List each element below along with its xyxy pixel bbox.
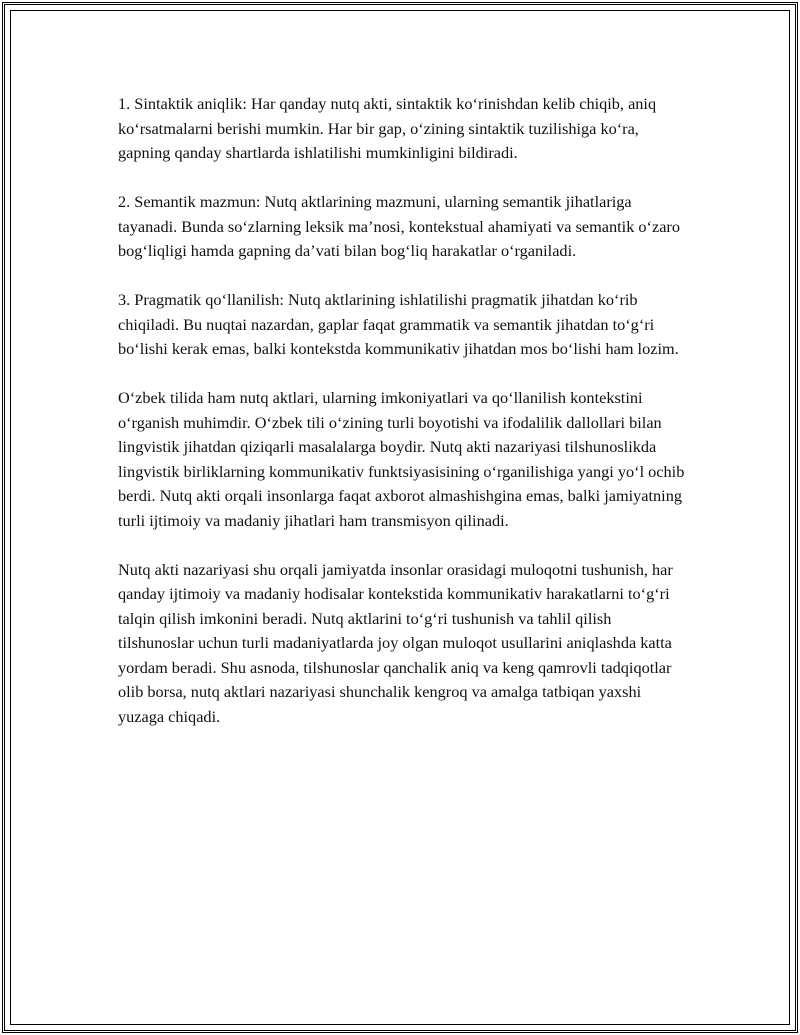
paragraph-syntactic-accuracy: 1. Sintaktik aniqlik: Har qanday nutq akti, sintaktik koʻrinishdan kelib chiqib, aniq koʻrsatmalarni berishi mumkin. Har bir gap, oʻzining sintaktik tuzilishiga koʻra, gapning qanday shartlarda ishlatilishi mumkinligini bildiradi. — [118, 94, 657, 162]
paragraph-pragmatic-usage: 3. Pragmatik qoʻllanilish: Nutq aktlarining ishlatilishi pragmatik jihatdan koʻrib chiqiladi. Bu nuqtai nazardan, gaplar faqat grammatik va semantik jihatdan toʻgʻri boʻlishi kerak emas, balki kontekstda kommunikativ jihatdan mos boʻlishi ham lozim. — [118, 290, 679, 358]
document-body — [118, 92, 690, 754]
paragraph-uzbek-speech-acts: Oʻzbek tilida ham nutq aktlari, ularning imkoniyatlari va qoʻllanilish kontekstini oʻrganish muhimdir. Oʻzbek tili oʻzining turli boyotishi va ifodalilik dallollari bilan lingvistik jihatdan qiziqarli masalalarga boydir. Nutq akti nazariyasi tilshunoslikda lingvistik birliklarning kommunikativ funktsiyasisining oʻrganilishiga yangi yoʻl ochib berdi. Nutq akti orqali insonlarga faqat axborot almashishgina emas, balki jamiyatning turli ijtimoiy va madaniy jihatlari ham transmisyon qilinadi. — [118, 388, 685, 530]
paragraph-semantic-content: 2. Semantik mazmun: Nutq aktlarining mazmuni, ularning semantik jihatlariga tayanadi. Bunda soʻzlarning leksik maʼnosi, kontekstual ahamiyati va semantik oʻzaro bogʻliqligi hamda gapning daʼvati bilan bogʻliq harakatlar oʻrganiladi. — [118, 192, 680, 260]
paragraph-speech-act-theory: Nutq akti nazariyasi shu orqali jamiyatda insonlar orasidagi muloqotni tushunish, har qanday ijtimoiy va madaniy hodisalar kontekstida kommunikativ harakatlarni toʻgʻri talqin qilish imkonini beradi. Nutq aktlarini toʻgʻri tushunish va tahlil qilish tilshunoslar uchun turli madaniyatlarda joy olgan muloqot usullarini aniqlashda katta yordam beradi. Shu asnoda, tilshunoslar qanchalik aniq va keng qamrovli tadqiqotlar olib borsa, nutq aktlari nazariyasi shunchalik kengroq va amalga tatbiqan yaxshi yuzaga chiqadi. — [118, 559, 673, 726]
